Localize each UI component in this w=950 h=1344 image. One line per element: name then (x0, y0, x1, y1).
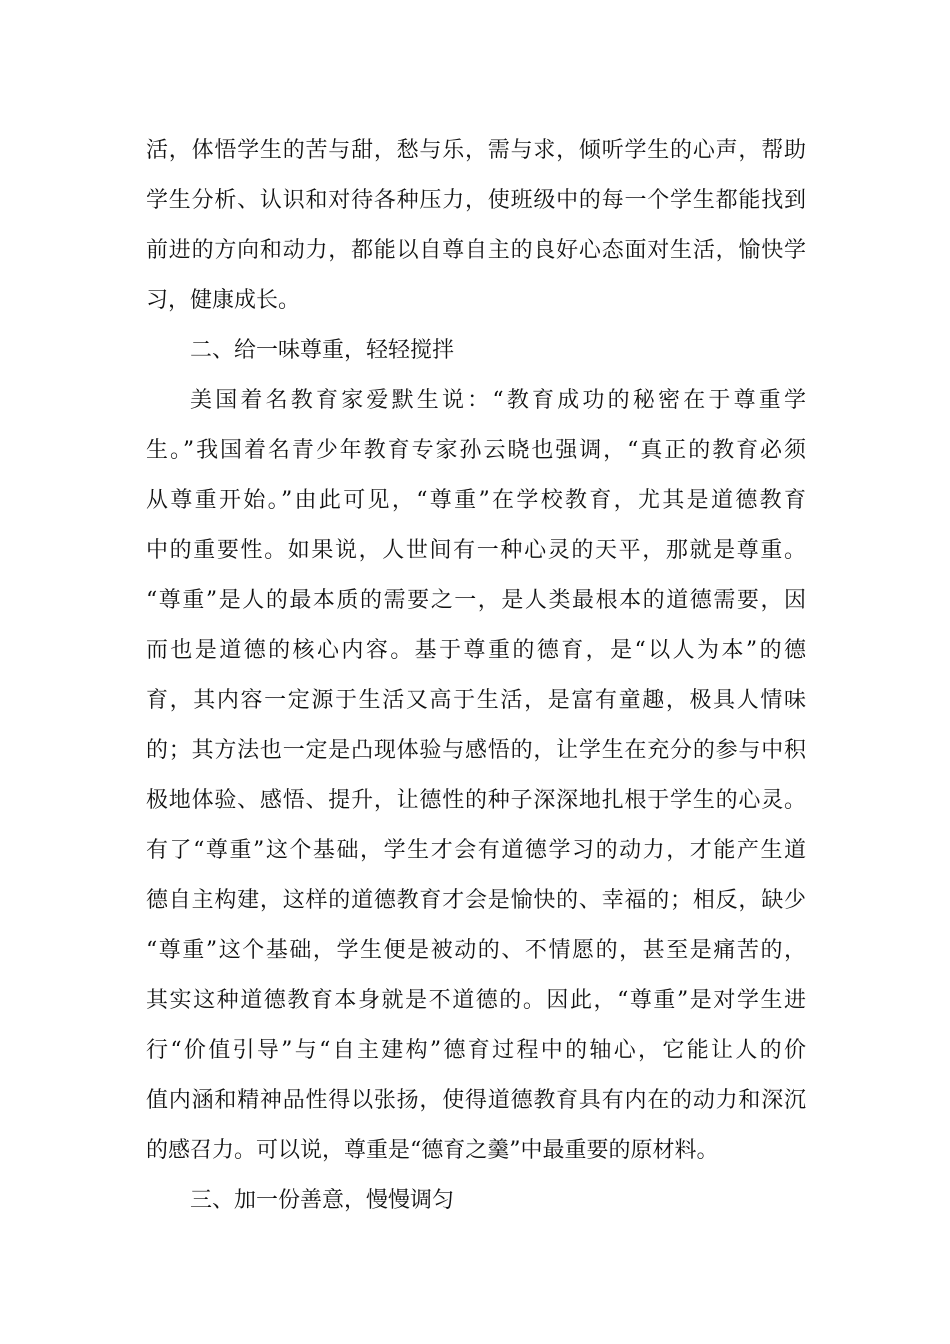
paragraph-line: 美国着名教育家爱默生说：“教育成功的秘密在于尊重学 (190, 388, 806, 413)
paragraph-line: 习，健康成长。 (146, 288, 301, 313)
paragraph-line: 育，其内容一定源于生活又高于生活，是富有童趣，极具人情味 (146, 688, 806, 713)
paragraph-line: “尊重”这个基础，学生便是被动的、不情愿的，甚至是痛苦的， (146, 938, 806, 963)
section-heading: 三、加一份善意，慢慢调匀 (190, 1188, 455, 1213)
paragraph-line: 值内涵和精神品性得以张扬，使得道德教育具有内在的动力和深沉 (146, 1088, 806, 1113)
paragraph-line: 其实这种道德教育本身就是不道德的。因此，“尊重”是对学生进 (146, 988, 806, 1013)
paragraph-line: 行“价值引导”与“自主建构”德育过程中的轴心，它能让人的价 (146, 1038, 806, 1063)
section-heading: 二、给一味尊重，轻轻搅拌 (190, 338, 455, 363)
paragraph-line: 生。”我国着名青少年教育专家孙云晓也强调，“真正的教育必须 (146, 438, 806, 463)
paragraph-line: 前进的方向和动力，都能以自尊自主的良好心态面对生活，愉快学 (146, 238, 806, 263)
paragraph-line: 德自主构建，这样的道德教育才会是愉快的、幸福的；相反，缺少 (146, 888, 806, 913)
paragraph-line: 从尊重开始。”由此可见，“尊重”在学校教育，尤其是道德教育 (146, 488, 806, 513)
paragraph-line: 活，体悟学生的苦与甜，愁与乐，需与求，倾听学生的心声，帮助 (146, 138, 806, 163)
paragraph-line: 极地体验、感悟、提升，让德性的种子深深地扎根于学生的心灵。 (146, 788, 806, 813)
paragraph-line: 有了“尊重”这个基础，学生才会有道德学习的动力，才能产生道 (146, 838, 806, 863)
paragraph-line: 的；其方法也一定是凸现体验与感悟的，让学生在充分的参与中积 (146, 738, 806, 763)
paragraph-line: “尊重”是人的最本质的需要之一，是人类最根本的道德需要，因 (146, 588, 806, 613)
paragraph-line: 学生分析、认识和对待各种压力，使班级中的每一个学生都能找到 (146, 188, 806, 213)
paragraph-line: 中的重要性。如果说，人世间有一种心灵的天平，那就是尊重。 (146, 538, 806, 563)
paragraph-line: 的感召力。可以说，尊重是“德育之羹”中最重要的原材料。 (146, 1138, 719, 1163)
paragraph-line: 而也是道德的核心内容。基于尊重的德育，是“以人为本”的德 (146, 638, 806, 663)
